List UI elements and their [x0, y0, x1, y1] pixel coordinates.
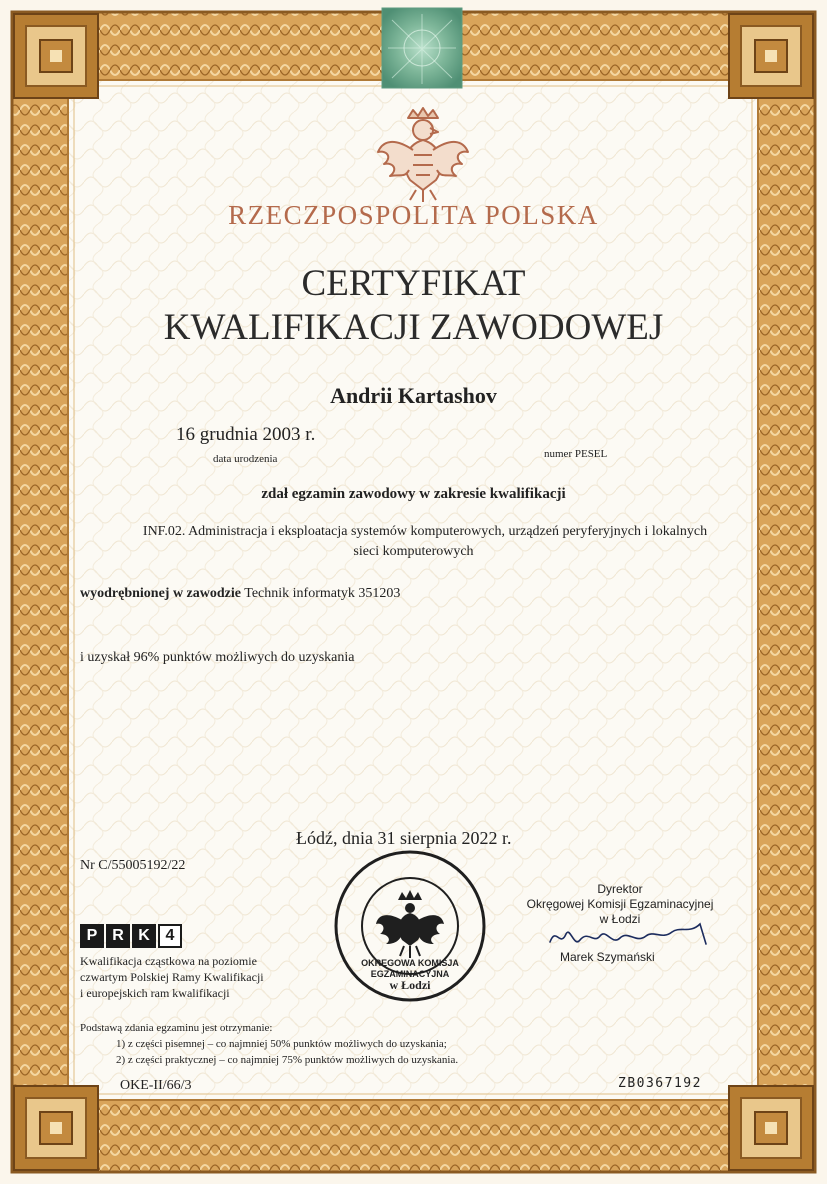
prk-level: 4	[158, 924, 182, 948]
basis-item-2: 2) z części praktycznej – co najmniej 75% punktów możliwych do uzyskania.	[116, 1054, 459, 1066]
place-date: Łódź, dnia 31 sierpnia 2022 r.	[296, 828, 512, 848]
corner-ornament-bottom-left	[14, 1086, 98, 1170]
prk-note-line-2: czwartym Polskiej Ramy Kwalifikacji	[80, 970, 264, 984]
corner-ornament-top-left	[14, 14, 98, 98]
score-text: i uzyskał 96% punktów możliwych do uzyskania	[80, 650, 355, 665]
title-line-2: KWALIFIKACJI ZAWODOWEJ	[163, 307, 664, 348]
prk-letter-p: P	[80, 924, 104, 948]
signatory-role-line-2: Okręgowej Komisji Egzaminacyjnej	[526, 897, 714, 911]
pesel-label: numer PESEL	[544, 448, 608, 460]
serial-number: ZB0367192	[618, 1076, 702, 1091]
qualification-line-2: sieci komputerowych	[353, 544, 474, 559]
seal-text: OKRĘGOWA KOMISJA EGZAMINACYJNA	[361, 958, 459, 979]
holder-name: Andrii Kartashov	[330, 383, 497, 408]
hologram-sticker	[382, 8, 462, 88]
prk-letter-k: K	[132, 924, 156, 948]
prk-note-line-3: i europejskich ram kwalifikacji	[80, 986, 230, 1000]
basis-heading: Podstawą zdania egzaminu jest otrzymanie:	[80, 1022, 273, 1034]
form-code: OKE-II/66/3	[120, 1078, 192, 1093]
title-line-1: CERTYFIKAT	[301, 263, 526, 304]
signatory-role-line-1: Dyrektor	[597, 882, 643, 896]
corner-ornament-top-right	[729, 14, 813, 98]
corner-ornament-bottom-right	[729, 1086, 813, 1170]
qualification-line-1: INF.02. Administracja i eksploatacja systemów komputerowych, urządzeń peryferyjnych i lokalnych	[142, 524, 708, 539]
birth-date-label: data urodzenia	[213, 453, 278, 465]
seal-location: w Łodzi	[389, 978, 431, 992]
prk-badge	[80, 924, 182, 948]
profession-value: Technik informatyk 351203	[244, 586, 401, 601]
signatory-name: Marek Szymański	[560, 950, 655, 964]
profession-line	[80, 586, 400, 602]
birth-date: 16 grudnia 2003 r.	[176, 424, 316, 445]
country-heading: RZECZPOSPOLITA POLSKA	[228, 200, 599, 230]
prk-letter-r: R	[106, 924, 130, 948]
exam-statement: zdał egzamin zawodowy w zakresie kwalifikacji	[261, 486, 566, 502]
prk-note-line-1: Kwalifikacja cząstkowa na poziomie	[80, 954, 257, 968]
profession-label: wyodrębnionej w zawodzie	[80, 586, 241, 601]
certificate-number: Nr C/55005192/22	[80, 858, 186, 873]
basis-item-1: 1) z części pisemnej – co najmniej 50% punktów możliwych do uzyskania;	[116, 1038, 447, 1050]
signatory-role-line-3: w Łodzi	[599, 912, 641, 926]
